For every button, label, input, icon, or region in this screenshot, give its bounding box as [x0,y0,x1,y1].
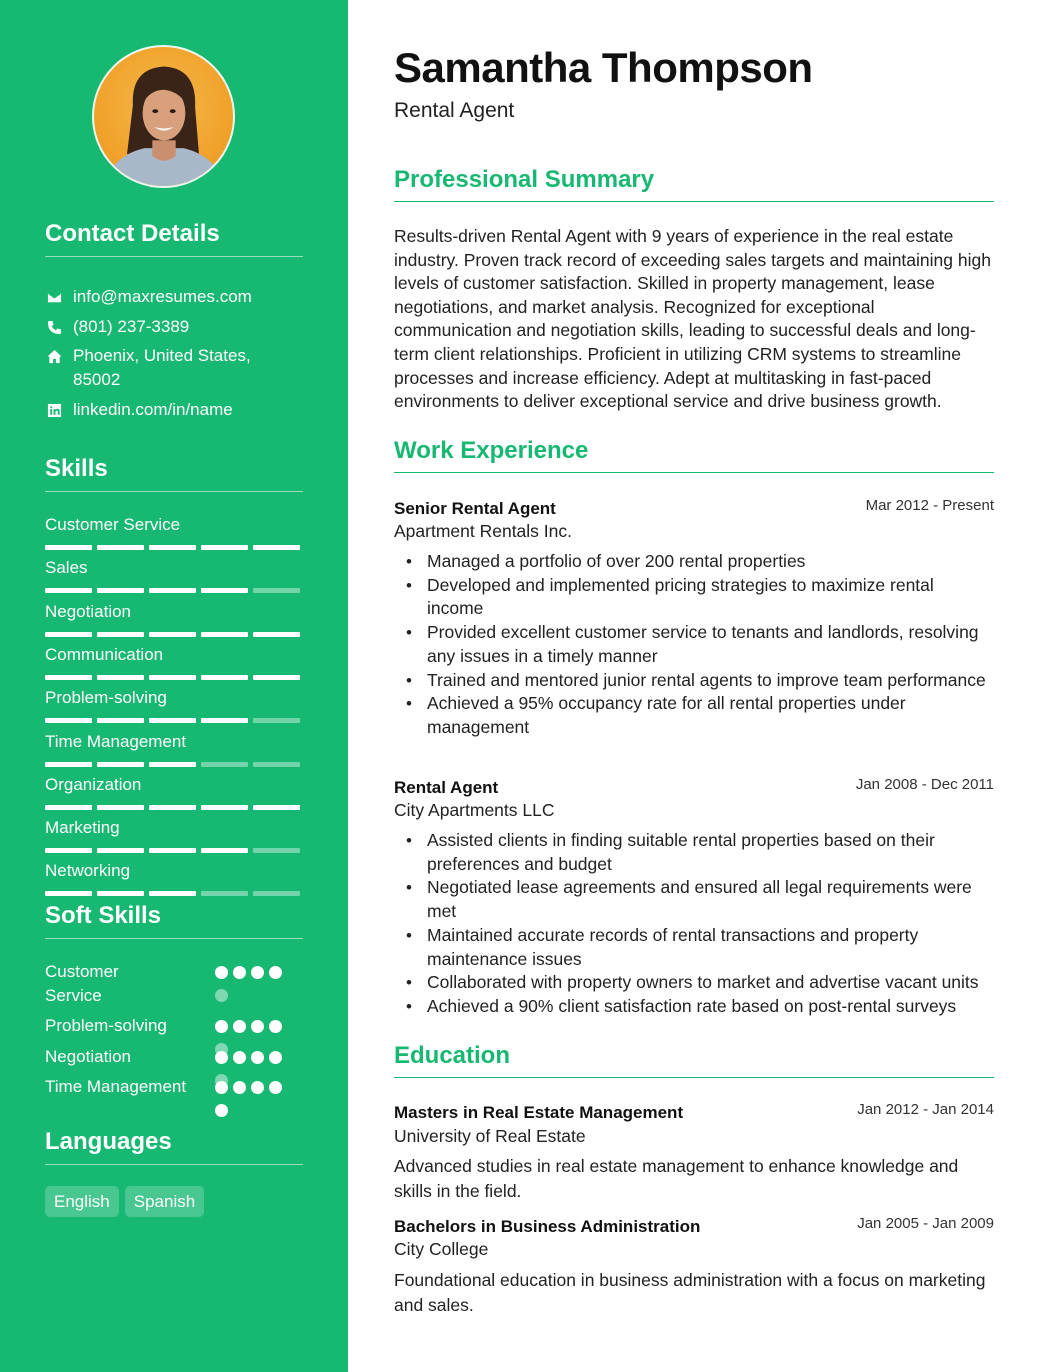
rating-dot [215,1020,228,1033]
contact-email[interactable] [45,285,305,309]
rating-dot [269,966,282,979]
profile-photo [92,45,235,188]
languages-list [45,1186,204,1217]
rating-dot [251,1081,264,1094]
degree-title: Masters in Real Estate Management [394,1103,684,1122]
school-name: University of Real Estate [394,1126,586,1146]
contact-phone[interactable] [45,315,305,339]
contact-heading: Contact Details [45,220,303,257]
skill-level-segment [149,632,196,637]
skill-level-bar [45,588,303,593]
soft-skill-rating [215,966,295,1002]
contact-linkedin[interactable] [45,398,305,422]
skill-level-bar [45,675,303,680]
skills-heading: Skills [45,455,303,492]
skill-level-segment [201,891,248,896]
skill-level-segment [45,848,92,853]
skill-level-segment [201,848,248,853]
skill-level-segment [45,805,92,810]
skill-name: Time Management [45,731,187,751]
job-bullets [394,829,994,1019]
skill-level-segment [149,545,196,550]
job-date: Jan 2008 - Dec 2011 [855,776,994,793]
skill-level-segment [45,762,92,767]
skill-level-segment [45,545,92,550]
skill-level-segment [45,675,92,680]
rating-dot [215,966,228,979]
skill-level-segment [149,588,196,593]
skill-level-segment [97,891,144,896]
skill-level-segment [253,545,300,550]
skill-level-segment [97,848,144,853]
skill-level-segment [45,891,92,896]
skill-level-segment [97,545,144,550]
skill-level-segment [97,675,144,680]
rating-dot [233,966,246,979]
skill-level-segment [201,675,248,680]
education-heading: Education [394,1042,994,1078]
skill-item [45,557,303,593]
skill-name: Sales [45,558,88,578]
experience-heading: Work Experience [394,437,994,473]
contact-phone-text: (801) 237-3389 [73,317,190,336]
skill-level-segment [201,545,248,550]
skill-name: Marketing [45,818,120,838]
skill-level-segment [253,632,300,637]
soft-skill-name: Time Management [45,1077,187,1096]
skill-name: Customer Service [45,515,181,534]
contact-email-text: info@maxresumes.com [73,287,252,306]
skill-item [45,774,303,810]
skill-level-segment [97,718,144,723]
soft-skill-name: Problem-solving [45,1016,167,1035]
skill-item [45,601,303,637]
job-title: Rental Agent [394,778,499,797]
skill-level-bar [45,762,303,767]
list-item: • Achieved a 90% client satisfaction rate based on post-rental surveys [394,995,994,1019]
list-item: • Assisted clients in finding suitable rental properties based on their preferences and budget [394,829,994,876]
soft-skill-name: Customer Service [45,962,119,1005]
skill-item [45,860,303,896]
rating-dot [269,1051,282,1064]
soft-skill-rating [215,1081,295,1117]
skill-level-segment [253,588,300,593]
skill-name: Communication [45,644,164,664]
skill-name: Networking [45,861,131,881]
skill-level-bar [45,545,303,550]
skill-level-segment [149,718,196,723]
skill-level-bar [45,805,303,810]
skill-level-segment [149,805,196,810]
education-description: Advanced studies in real estate management to enhance knowledge and skills in the field. [394,1156,959,1201]
skill-name: Organization [45,774,142,794]
job-bullets [394,550,994,740]
skill-level-bar [45,848,303,853]
rating-dot [215,1051,228,1064]
summary-heading: Professional Summary [394,166,994,202]
linkedin-icon [45,398,63,422]
education-date: Jan 2005 - Jan 2009 [857,1215,994,1232]
list-item: • Developed and implemented pricing strategies to maximize rental income [394,574,994,621]
rating-dot [251,1051,264,1064]
skill-level-segment [201,805,248,810]
skill-level-segment [253,848,300,853]
candidate-name: Samantha Thompson [394,44,813,91]
skill-item [45,514,303,550]
skill-level-segment [149,762,196,767]
soft-skill-item [45,1014,303,1038]
skill-level-segment [253,891,300,896]
rating-dot [269,1020,282,1033]
soft-skill-name: Negotiation [45,1047,132,1066]
rating-dot [233,1051,246,1064]
home-icon [45,344,63,368]
list-item: • Managed a portfolio of over 200 rental properties [394,550,994,574]
rating-dot [233,1081,246,1094]
soft-skill-item [45,1075,303,1099]
skill-name: Problem-solving [45,688,167,708]
contact-linkedin-text: linkedin.com/in/name [73,400,233,419]
phone-icon [45,315,63,339]
skill-item [45,817,303,853]
soft-skills-heading: Soft Skills [45,902,303,939]
skill-level-segment [201,718,248,723]
list-item: • Achieved a 95% occupancy rate for all rental properties under management [394,692,994,739]
list-item: • Maintained accurate records of rental transactions and property maintenance issues [394,924,994,971]
degree-title: Bachelors in Business Administration [394,1217,701,1236]
list-item: • Trained and mentored junior rental agents to improve team performance [394,669,994,693]
company-name: City Apartments LLC [394,800,555,820]
languages-heading: Languages [45,1128,303,1165]
skill-level-segment [97,632,144,637]
rating-dot [269,1081,282,1094]
school-name: City College [394,1239,489,1259]
skill-level-segment [253,675,300,680]
rating-dot [215,989,228,1002]
skill-level-segment [97,588,144,593]
skill-item [45,731,303,767]
skill-level-bar [45,718,303,723]
skill-level-segment [97,805,144,810]
skill-level-segment [201,762,248,767]
skill-level-segment [149,848,196,853]
skill-level-bar [45,632,303,637]
sidebar [0,0,348,1372]
rating-dot [251,966,264,979]
company-name: Apartment Rentals Inc. [394,521,572,541]
skill-level-segment [45,588,92,593]
rating-dot [233,1020,246,1033]
candidate-title: Rental Agent [394,99,515,122]
soft-skill-item [45,1045,303,1069]
language-badge: English [45,1186,119,1217]
rating-dot [215,1104,228,1117]
skill-level-segment [149,891,196,896]
rating-dot [251,1020,264,1033]
education-description: Foundational education in business administration with a focus on marketing and sales. [394,1270,986,1315]
list-item: • Provided excellent customer service to tenants and landlords, resolving any issues in a timely manner [394,621,994,668]
job-date: Mar 2012 - Present [865,497,994,514]
contact-address-text: Phoenix, United States, 85002 [73,346,251,389]
list-item: • Collaborated with property owners to market and advertise vacant units [394,971,994,995]
skill-level-segment [201,632,248,637]
list-item: • Negotiated lease agreements and ensured all legal requirements were met [394,876,994,923]
skill-level-segment [253,718,300,723]
skill-level-segment [201,588,248,593]
rating-dot [215,1081,228,1094]
skill-level-segment [45,632,92,637]
soft-skill-item [45,960,303,1008]
skill-name: Negotiation [45,601,132,621]
skill-level-segment [97,762,144,767]
summary-text: Results-driven Rental Agent with 9 years of experience in the real estate industry. Proven track record of exceeding sales targets and maintaining high levels of customer satisfaction. Skilled in property management, lease negotiations, and market analysis. Recognized for exceptional communication and negotiation skills, leading to successful deals and long-term client relationships. Proficient in utilizing CRM systems to streamline processes and increase efficiency. Adept at multitasking in fast-paced environments to deliver exceptional service and drive business growth. [394,226,991,412]
envelope-icon [45,285,63,309]
job-title: Senior Rental Agent [394,499,556,518]
skill-level-bar [45,891,303,896]
skill-level-segment [253,805,300,810]
skill-item [45,644,303,680]
skill-item [45,687,303,723]
language-badge: Spanish [125,1186,204,1217]
contact-address [45,344,305,392]
skill-level-segment [253,762,300,767]
education-date: Jan 2012 - Jan 2014 [857,1101,994,1118]
skill-level-segment [45,718,92,723]
skill-level-segment [149,675,196,680]
